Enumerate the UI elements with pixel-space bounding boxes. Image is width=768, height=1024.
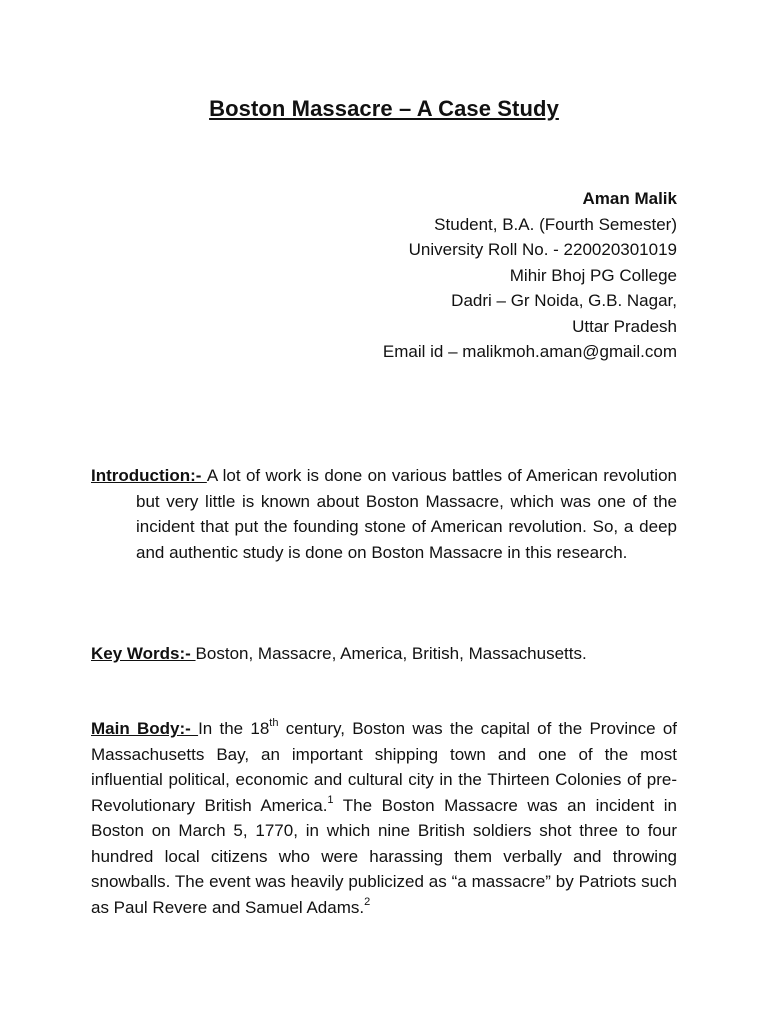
introduction-text: A lot of work is done on various battles of American revolution but very little is known about Boston Massacre, which was one of the incident that put the founding stone of American revolution. So, a deep and authentic study is done on Boston Massacre in this research. (136, 466, 677, 562)
footnote-ref-2[interactable]: 2 (364, 895, 371, 908)
introduction-label: Introduction:- (91, 466, 207, 485)
main-body-section (91, 716, 677, 920)
introduction-section (91, 463, 677, 565)
keywords-section (91, 641, 677, 667)
main-body-text-1: In the 18 (198, 719, 270, 738)
keywords-text: Boston, Massacre, America, British, Massachusetts. (195, 644, 587, 663)
author-college: Mihir Bhoj PG College (509, 265, 677, 285)
author-block (383, 186, 677, 365)
superscript-th: th (269, 717, 279, 730)
main-body-text-3: The Boston Massacre was an incident in Boston on March 5, 1770, in which nine British soldiers shot three to four hundred local citizens who were harassing them verbally and throwing snowballs. The event was heavily publicized as “a massacre” by Patriots such as Paul Revere and Samuel Adams. (91, 795, 677, 917)
main-body-label: Main Body:- (91, 719, 199, 738)
author-state: Uttar Pradesh (572, 316, 677, 336)
page-title: Boston Massacre – A Case Study (209, 96, 559, 121)
author-name: Aman Malik (582, 189, 677, 208)
footnote-ref-1[interactable]: 1 (327, 793, 334, 806)
author-role: Student, B.A. (Fourth Semester) (434, 214, 677, 234)
author-address: Dadri – Gr Noida, G.B. Nagar, (451, 291, 677, 310)
keywords-label: Key Words:- (91, 644, 196, 663)
main-body-text-2: century, Boston was the capital of the Province of Massachusetts Bay, an important shipping town and one of the most influential political, economic and cultural city in the Thirteen Colonies of pre-Revolutionary British America. (91, 719, 678, 815)
author-email: Email id – malikmoh.aman@gmail.com (382, 342, 677, 361)
author-roll-number: University Roll No. - 220020301019 (408, 240, 677, 259)
